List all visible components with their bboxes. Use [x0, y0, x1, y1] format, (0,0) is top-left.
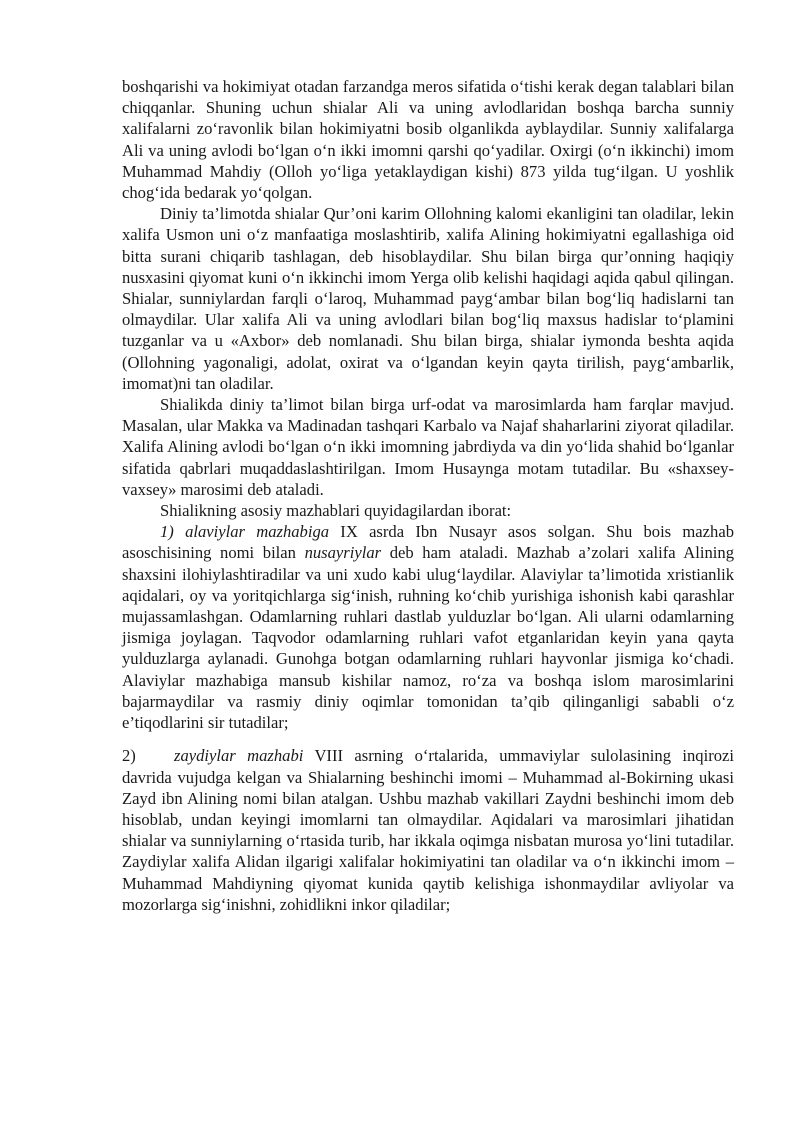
paragraph-2: Diniy ta’limotda shialar Qur’oni karim Ollohning kalomi ekanligini tan oladilar, lekin xalifa Usmon uni o‘z manfaatiga moslashtirib, xalifa Alining hokimiyatni egallashiga oid bitta surani chiqarib tashlagan, deb hisoblaydilar. Shu bilan birga qur’onning haqiqiy nusxasini qiyomat kuni o‘n ikkinchi imom Yerga olib kelishi haqidagi aqida qabul qilingan. Shialar, sunniylardan farqli o‘laroq, Muhammad payg‘ambar bilan bog‘liq hadislarni tan olmaydilar. Ular xalifa Ali va uning avlodlari bilan bog‘liq maxsus hadislar to‘plamini tuzganlar va u «Axbor» deb nomlanadi. Shu bilan birga, shialar iymonda beshta aqida (Ollohning yagonaligi, adolat, oxirat va o‘lgandan keyin qayta tirilish, payg‘ambarlik, imomat)ni tan oladilar. [122, 204, 734, 393]
nusayriylar-term: nusayriylar [304, 543, 382, 563]
paragraph-3: Shialikda diniy ta’limot bilan birga urf-odat va marosimlarda ham farqlar mavjud. Masalan, ular Makka va Madinadan tashqari Karbalo va Najaf shaharlarini ziyorat qiladilar. Xalifa Alining avlodi bo‘lgan o‘n ikki imomning jabrdiyda va din yo‘lida shahid bo‘lganlar sifatida qabrlari muqaddaslashtirilgan. Imom Husaynga motam tutadilar. Bu «shaxsey- vaxsey» marosimi deb ataladi. [122, 395, 734, 499]
alaviylar-text-a: IX asrda Ibn Nusayr asos solgan. Shu bois mazhab asoschisining nomi bilan [122, 522, 734, 563]
zaydiylar-text: VIII asrning o‘rtalarida, ummaviylar sulolasining inqirozi davrida vujudga kelgan va Shialarning beshinchi imomi – Muhammad al-Bokirning ukasi Zayd ibn Alining nomi bilan atalgan. Ushbu mazhab vakillari Zaydni beshinchi imom deb hisoblab, undan keyingi imomlarni tan olmaydilar. Aqidalari va marosimlari jihatidan shialar va sunniylarning o‘rtasida turib, har ikkala oqimga nisbatan murosa yo‘lini tutadilar. Zaydiylar xalifa Alidan ilgarigi xalifalar hokimiyatini tan oladilar va o‘n ikkinchi imom – Muhammad Mahdiyning qiyomat kunida qaytib kelishiga ishonmaydilar avliyolar va mozorlarga sig‘inishni, zohidlikni inkor qiladilar; [122, 746, 734, 914]
list-number: 2) [122, 746, 136, 766]
paragraph-alaviylar [122, 521, 734, 733]
paragraph-zaydiylar [122, 745, 734, 915]
zaydiylar-heading: zaydiylar mazhabi [174, 746, 304, 766]
alaviylar-heading: 1) alaviylar mazhabiga [160, 522, 330, 542]
alaviylar-text-b: deb ham ataladi. Mazhab a’zolari xalifa Alining shaxsini ilohiylashtiradilar va uni xudo kabi ulug‘laydilar. Alaviylar ta’limotida xristianlik aqidalari, oy va yoritqichlarga sig‘inish, ruhning ko‘chib yurishiga ishonish kabi qarashlar mujassamlashgan. Odamlarning ruhlari dastlab yulduzlar bo‘lgan. Ali ularni odamlarning jismiga joylagan. Taqvodor odamlarning ruhlari vafot etganlaridan keyin yana qayta yulduzlarga aylanadi. Gunohga botgan odamlarning ruhlari hayvonlar jismiga ko‘chadi. Alaviylar mazhabiga mansub kishilar namoz, ro‘za va boshqa islom marosimlarini bajarmaydilar va rasmiy diniy oqimlar tomonidan ta’qib qilinganligi sababli o‘z e’tiqodlarini sir tutadilar; [122, 543, 735, 733]
paragraph-1: boshqarishi va hokimiyat otadan farzandga meros sifatida o‘tishi kerak degan talablari bilan chiqqanlar. Shuning uchun shialar Ali va uning avlodlaridan boshqa barcha sunniy xalifalarni zo‘ravonlik bilan hokimiyatni bosib olganlikda ayblaydilar. Sunniy xalifalarga Ali va uning avlodi bo‘lgan o‘n ikki imomni qarshi qo‘yadilar. Oxirgi (o‘n ikkinchi) imom Muhammad Mahdiy (Olloh yo‘liga yetaklaydigan kishi) 873 yilda tug‘ilgan. U yoshlik chog‘ida bedarak yo‘qolgan. [122, 77, 734, 203]
paragraph-4: Shialikning asosiy mazhablari quyidagilardan iborat: [160, 501, 512, 521]
document-page [122, 76, 734, 915]
